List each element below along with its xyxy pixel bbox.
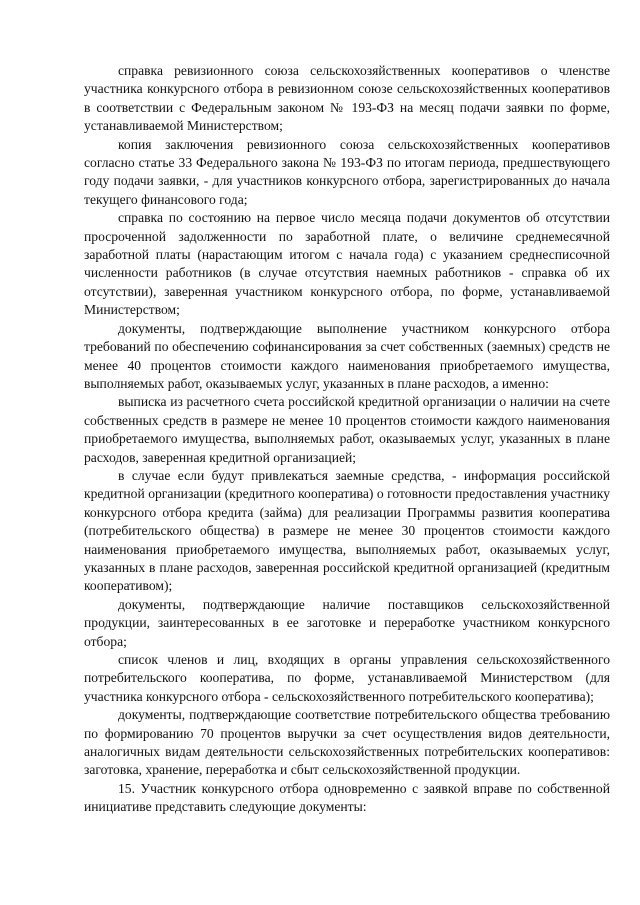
paragraph-bank-account-statement: выписка из расчетного счета российской кредитной организации о наличии на счете собственных средств в размере не менее 10 процентов стоимости каждого наименования приобретаемого имущества, выполняемых работ, оказываемых услуг, указанных в плане расходов, заверенная кредитной организацией; xyxy=(84,394,610,465)
document-body xyxy=(84,62,610,817)
paragraph-revision-union-certificate: справка ревизионного союза сельскохозяйственных кооперативов о членстве участника конкурсного отбора в ревизионном союзе сельскохозяйственных кооперативов в соответствии с Федеральным законом № 193-ФЗ на месяц подачи заявки по форме, устанавливаемой Министерством; xyxy=(84,63,610,134)
paragraph-borrowed-funds-information: в случае если будут привлекаться заемные средства, - информация российской кредитной организации (кредитного кооператива) о готовности предоставления участнику конкурсного отбора кредита (займа) для реализации Программы развития кооператива (потребительского общества) в размере не менее 30 процентов стоимости каждого наименования приобретаемого имущества, выполняемых работ, оказываемых услуг, указанных в плане расходов, заверенная российской кредитной организацией (кредитным кооперативом); xyxy=(84,467,610,594)
paragraph-cofinancing-documents: документы, подтверждающие выполнение участником конкурсного отбора требований по обеспечению софинансирования за счет собственных (заемных) средств не менее 40 процентов стоимости каждого наименования приобретаемого имущества, выполняемых работ, оказываемых услуг, указанных в плане расходов, а именно: xyxy=(84,320,610,391)
paragraph-clause-15: 15. Участник конкурсного отбора одновременно с заявкой вправе по собственной инициативе представить следующие документы: xyxy=(84,780,610,815)
paragraph-members-list: список членов и лиц, входящих в органы управления сельскохозяйственного потребительского кооператива, по форме, устанавливаемой Министерством (для участника конкурсного отбора - сельскохозяйственного потребительского кооператива); xyxy=(84,652,610,704)
paragraph-wage-arrears-certificate: справка по состоянию на первое число месяца подачи документов об отсутствии просроченной задолженности по заработной плате, о величине среднемесячной заработной платы (нарастающим итогом с начала года) с указанием среднесписочной численности работников (в случае отсутствия наемных работников - справка об их отсутствии), заверенная участником конкурсного отбора, по форме, устанавливаемой Министерством; xyxy=(84,210,610,318)
paragraph-suppliers-documents: документы, подтверждающие наличие поставщиков сельскохозяйственной продукции, заинтересованных в ее заготовке и переработке участником конкурсного отбора; xyxy=(84,596,610,649)
paragraph-revision-union-conclusion-copy: копия заключения ревизионного союза сельскохозяйственных кооперативов согласно статье 33 Федерального закона № 193-ФЗ по итогам периода, предшествующего году подачи заявки, - для участников конкурсного отбора, зарегистрированных до начала текущего финансового года; xyxy=(84,136,610,207)
paragraph-consumer-society-compliance: документы, подтверждающие соответствие потребительского общества требованию по формированию 70 процентов выручки за счет осуществления видов деятельности, аналогичных видам деятельности сельскохозяйственных потребительских кооперативов: заготовка, хранение, переработка и сбыт сельскохозяйственной продукции. xyxy=(84,707,610,778)
